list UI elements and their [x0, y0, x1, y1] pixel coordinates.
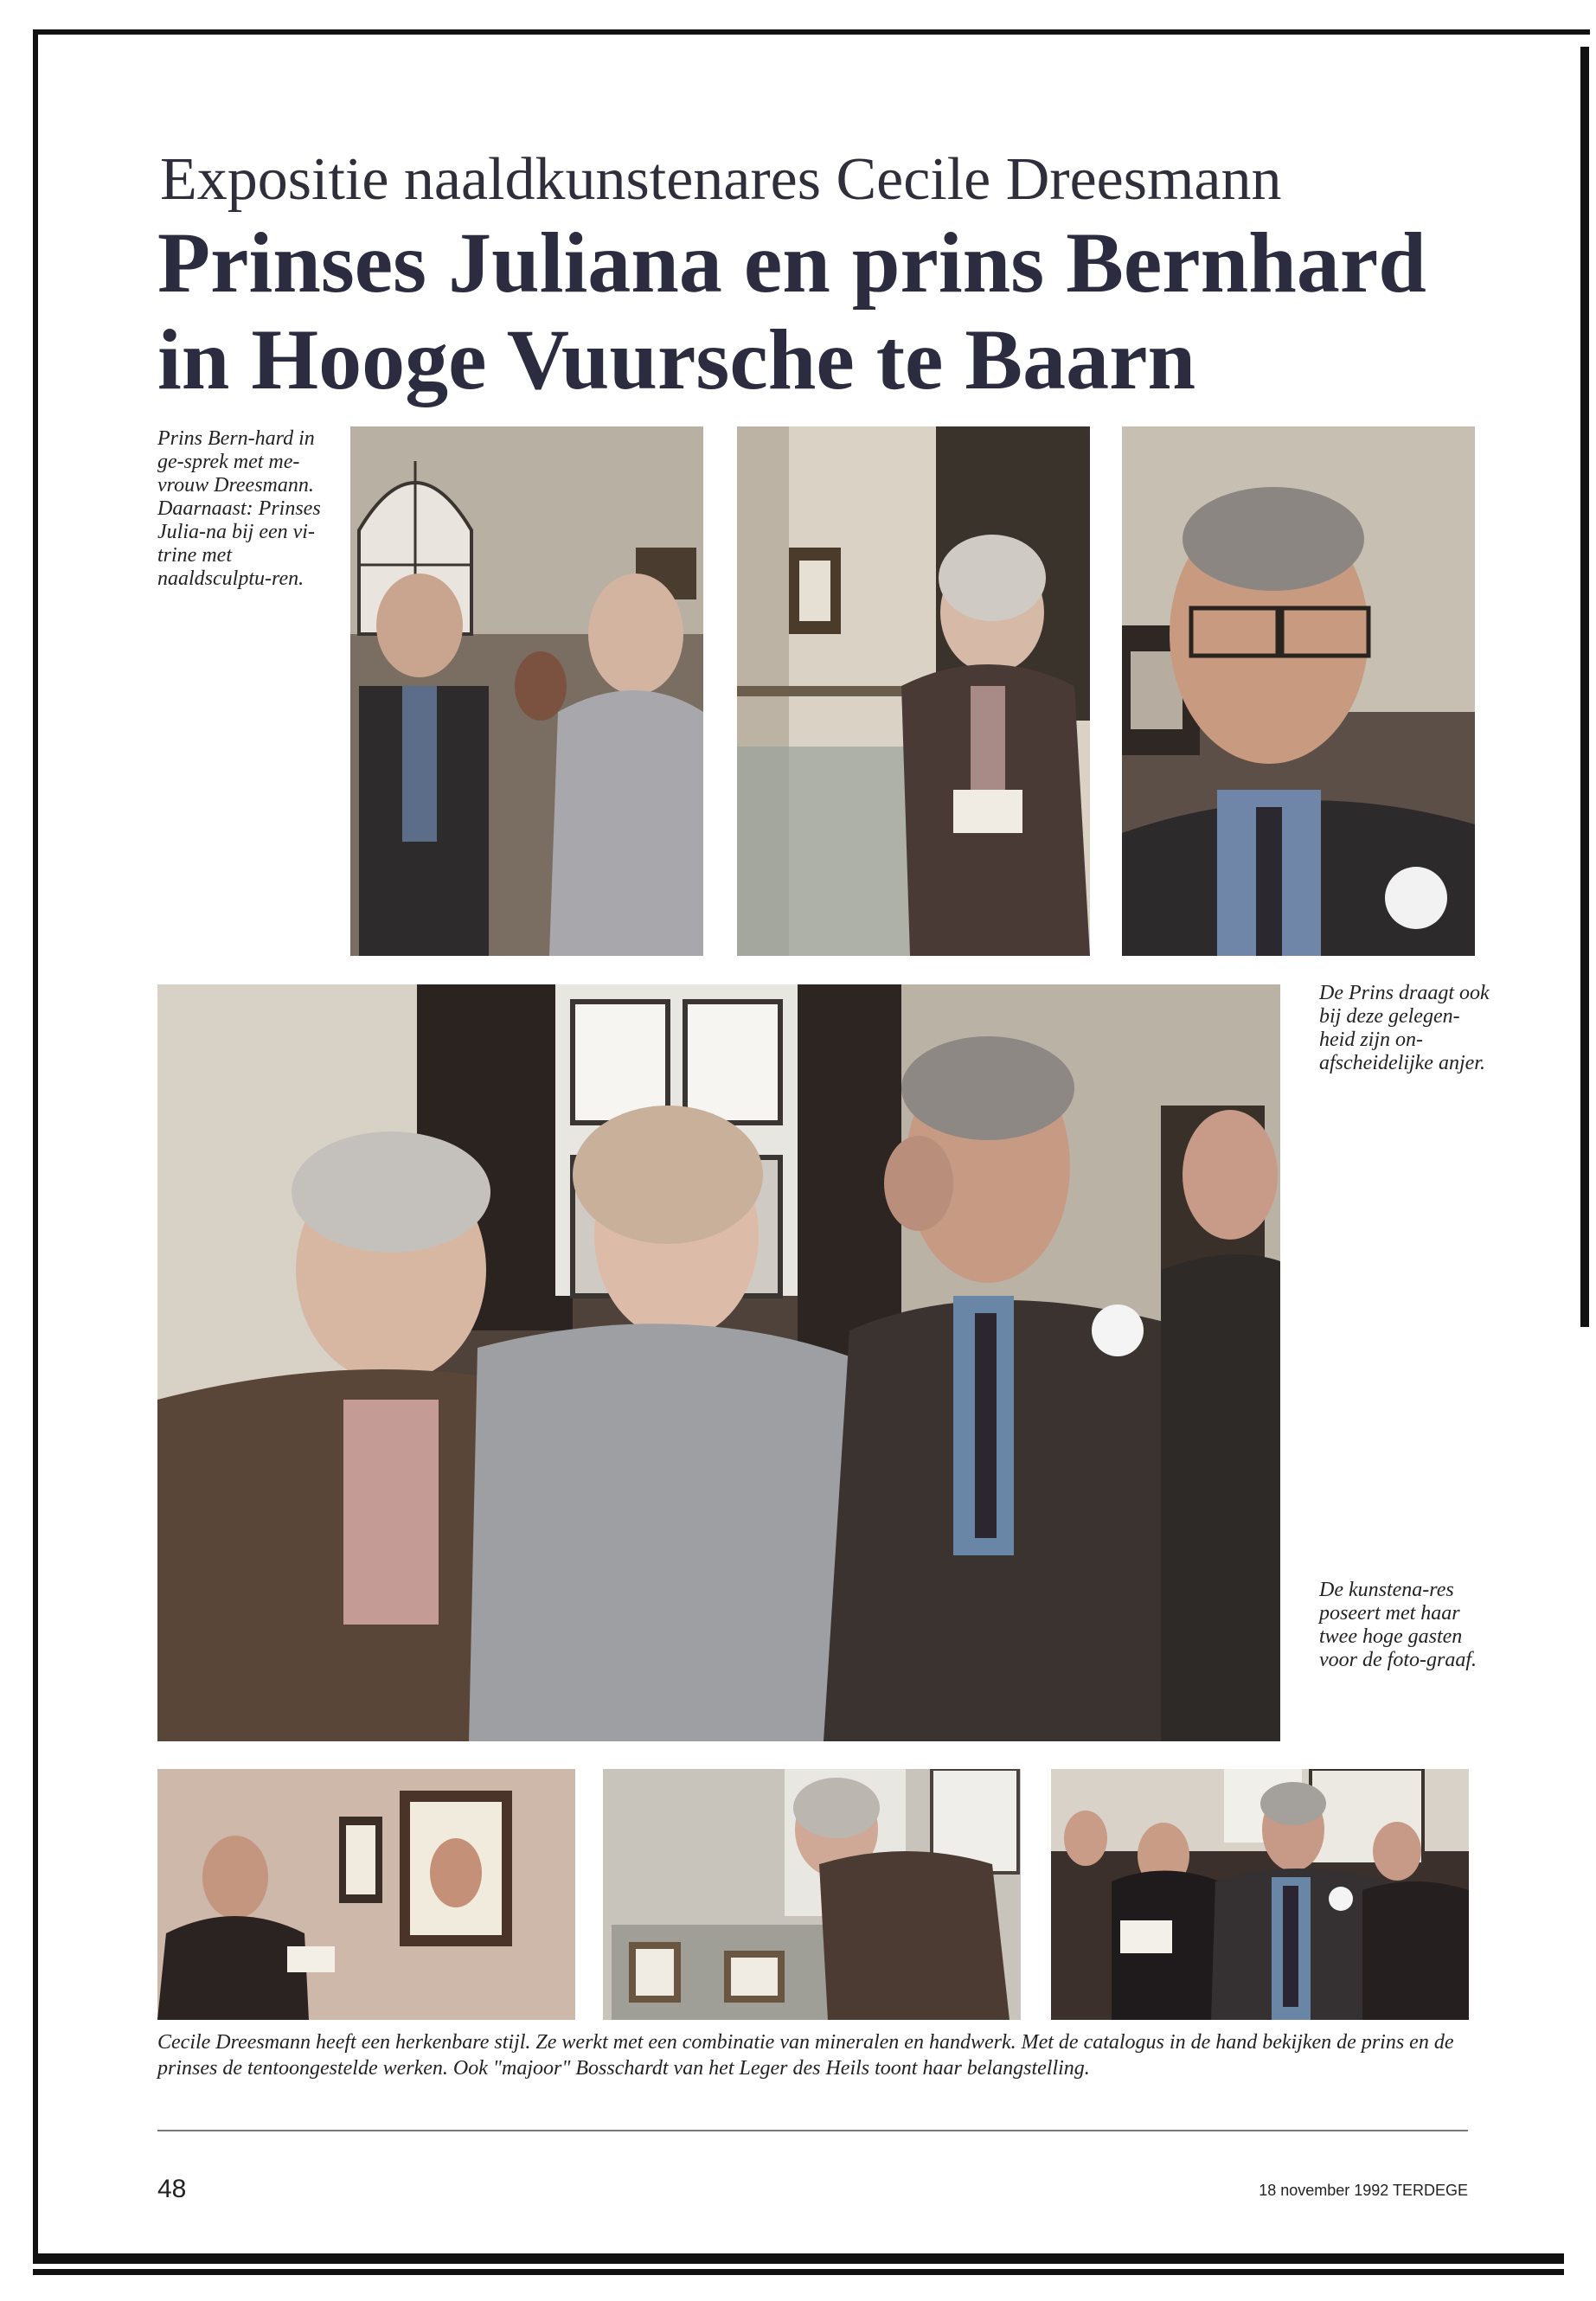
- caption-right-upper: De Prins draagt ook bij deze gelegen-heid zijn on-afscheidelijke anjer.: [1319, 982, 1490, 1074]
- headline-line-2: in Hooge Vuursche te Baarn: [157, 311, 1196, 407]
- article-kicker: Expositie naaldkunstenares Cecile Dreesmann: [160, 146, 1282, 213]
- photo-bernhard-conversation: [350, 426, 703, 956]
- caption-top-left: Prins Bern-hard in ge-sprek met me-vrouw Dreesmann. Daarnaast: Prinses Julia-na bij een vi-trine met naaldsculptu-ren.: [157, 427, 321, 590]
- issue-date: 18 november 1992 TERDEGE: [1259, 2182, 1468, 2199]
- caption-bottom: Cecile Dreesmann heeft een herkenbare stijl. Ze werkt met een combinatie van mineralen en handwerk. Met de catalogus in de hand bekijken de prins en de prinses de tentoongestelde werken. Ook "majoor" Bosschardt van het Leger des Heils toont haar belangstelling.: [157, 2031, 1454, 2080]
- footer-rule: [157, 2130, 1468, 2131]
- page-frame-bottom: [33, 2253, 1564, 2264]
- article-headline: [157, 215, 1542, 408]
- photo-vitrine-viewing: [603, 1769, 1021, 2020]
- page-number: 48: [157, 2175, 187, 2203]
- photo-bernhard-portrait: [1122, 426, 1475, 956]
- page-frame-right: [1580, 47, 1589, 1327]
- photo-juliana-vitrine: [737, 426, 1090, 956]
- page-frame-top: [33, 29, 1590, 35]
- caption-right-lower: De kunstena-res poseert met haar twee hoge gasten voor de foto-graaf.: [1319, 1579, 1477, 1671]
- photo-bosschardt-crowd: [1051, 1769, 1469, 2020]
- photo-group-pose: [157, 984, 1280, 1741]
- headline-line-1: Prinses Juliana en prins Bernhard: [157, 215, 1426, 311]
- page-frame-left: [33, 29, 38, 2261]
- page-frame-bottom-2: [33, 2269, 1564, 2275]
- photo-gallery-wall: [157, 1769, 575, 2020]
